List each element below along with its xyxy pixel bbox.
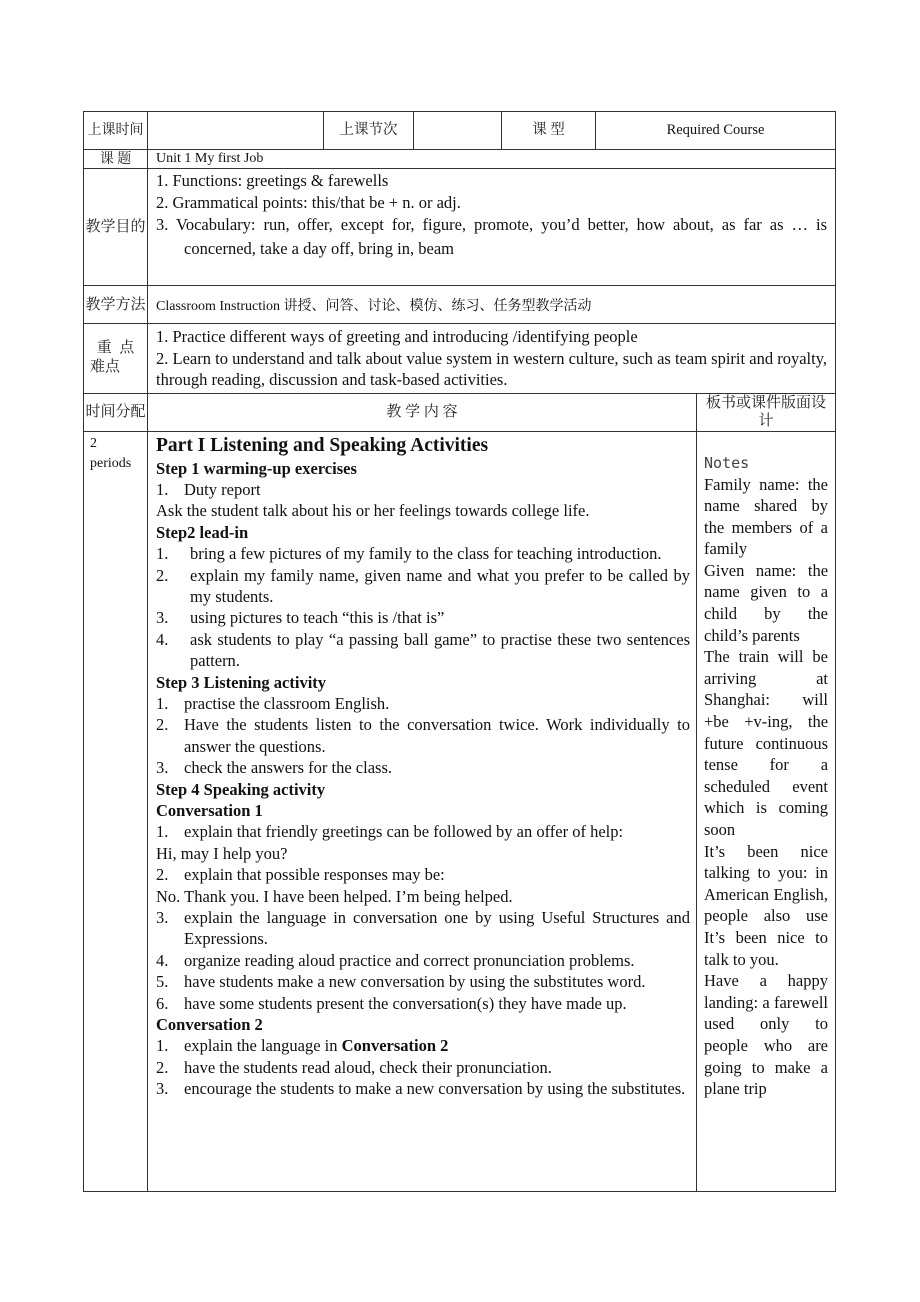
step-1-note: Ask the student talk about his or her feelings towards college life. [156,501,590,521]
course-type-label: 课 型 [502,112,596,150]
objective-item: 2. Grammatical points: this/that be + n. or adj. [156,192,461,212]
note-entry: The train will be arriving at Shanghai: will +be +v-ing, the future continuous tense for a scheduled event which is coming soon [704,647,829,839]
teaching-content-header: 教 学 内 容 [148,393,697,431]
key-points-label-2: 难点 [90,359,121,376]
conversation-2-title: Conversation 2 [156,1015,263,1035]
class-time-label: 上课时间 [84,112,148,150]
board-design-header: 板书或课件版面设计 [697,393,836,431]
methods-value [148,286,836,324]
key-points-label-1: 重 点 [96,340,135,357]
item-text: explain my family name, given name and what you prefer to be called by my students. [190,565,690,606]
lesson-plan-table [83,111,836,1192]
conversation-1-example: Hi, may I help you? [156,843,288,863]
time-allocation-cell [84,431,148,1191]
item-text: have the students read aloud, check their pronunciation. [184,1057,552,1077]
note-entry: It’s been nice talking to you: in American English, people also use It’s been nice to talk to you. [704,841,829,969]
step-1-item [156,479,690,500]
item-number: 3. [156,908,169,928]
conversation-2-item [156,1078,690,1099]
item-text: using pictures to teach “this is /that is” [190,608,445,628]
objective-item: 1. Functions: greetings & farewells [156,171,389,190]
key-point-item: 2. Learn to understand and talk about value system in western culture, such as team spirit and royalty, through reading, discussion and task-based activities. [156,348,828,389]
item-number: 1. [156,544,169,564]
header-row [84,112,836,150]
key-points-list [148,324,836,394]
item-text: explain the language in conversation one by using Useful Structures and Expressions. [184,908,690,949]
item-number: 3. [156,758,169,778]
conversation-2-list [156,1057,690,1100]
step-3-item [156,757,690,778]
item-number: 3. [156,608,169,628]
topic-row [84,150,836,169]
conversation-1-item [156,993,690,1014]
item-number: 3. [156,1079,169,1099]
methods-label: 教学方法 [84,286,148,324]
item-text: encourage the students to make a new conversation by using the substitutes. [184,1079,686,1099]
part-title: Part I Listening and Speaking Activities [156,434,489,456]
conversation-2-item [156,1035,690,1056]
step-3-item [156,714,690,757]
item-text: explain that possible responses may be: [184,865,445,885]
key-points-row [84,324,836,394]
conversation-1-title: Conversation 1 [156,801,263,820]
methods-row [84,286,836,324]
objectives-row [84,169,836,286]
course-type-value: Required Course [596,112,836,150]
objectives-label-text: 教学目的 [85,218,146,235]
conversation-1-item [156,950,690,971]
item-number: 2. [156,715,169,735]
item-text: Have the students listen to the conversation twice. Work individually to answer the questions. [184,715,690,756]
notes-list [704,474,828,1100]
item-number: 1. [156,693,169,713]
note-entry: Family name: the name shared by the members of a family [704,474,829,559]
step-2-item [156,629,690,672]
step-2-list [156,543,690,671]
item-text: explain that friendly greetings can be followed by an offer of help: [184,822,624,842]
key-points-label [84,324,148,394]
note-entry: Given name: the name given to a child by the child’s parents [704,560,829,645]
step-4-title: Step 4 Speaking activity [156,779,326,799]
notes-title: Notes [704,453,750,472]
item-number: 2. [156,865,169,885]
item-text: organize reading aloud practice and correct pronunciation problems. [184,950,635,970]
item-text-bold: Conversation 2 [341,1036,449,1056]
item-text: check the answers for the class. [184,758,392,778]
item-text: Duty report [184,479,261,499]
step-2-item [156,565,690,608]
item-text: have students make a new conversation by using the substitutes word. [184,972,646,992]
key-point-item: 1. Practice different ways of greeting and introducing /identifying people [156,327,638,346]
class-period-value [414,112,502,150]
conversation-2-item [156,1057,690,1078]
item-text [184,1035,690,1056]
step-1-title: Step 1 warming-up exercises [156,458,357,478]
time-allocation-header: 时间分配 [84,393,148,431]
conversation-1-item [156,821,690,842]
content-row [84,431,836,1191]
conversation-1-example: No. Thank you. I have been helped. I’m being helped. [156,886,513,906]
item-text: have some students present the conversation(s) they have made up. [184,993,627,1013]
item-number: 6. [156,993,169,1013]
item-number: 2. [156,565,169,585]
periods-count: 2 [90,435,97,451]
item-number: 5. [156,972,169,992]
item-text-prefix: explain the language in [184,1036,342,1056]
methods-text: Classroom Instruction 讲授、问答、讨论、模仿、练习、任务型教学活动 [156,298,592,314]
objectives-label [84,169,148,286]
item-number: 2. [156,1057,169,1077]
conversation-1-list [156,907,690,1014]
step-3-item [156,693,690,714]
item-text: ask students to play “a passing ball game” to practise these two sentences pattern. [190,629,690,671]
item-text: bring a few pictures of my family to the class for teaching introduction. [190,544,662,564]
step-3-title: Step 3 Listening activity [156,672,327,692]
conversation-1-item [156,907,690,950]
conversation-1-item [156,971,690,992]
class-period-label: 上课节次 [324,112,414,150]
item-number: 1. [156,479,169,499]
item-text: practise the classroom English. [184,693,390,713]
step-2-item [156,543,690,564]
item-number: 1. [156,822,169,842]
step-2-title: Step2 lead-in [156,522,249,542]
objectives-list [148,169,836,286]
step-3-list [156,693,690,779]
column-header-row [84,393,836,431]
topic-value: Unit 1 My first Job [148,150,836,169]
item-number: 4. [156,950,169,970]
periods-unit: periods [90,455,132,471]
item-number: 4. [156,629,169,649]
note-entry: Have a happy landing: a farewell used only to people who are going to make a plane trip [704,971,829,1099]
objective-item: 3. Vocabulary: run, offer, except for, figure, promote, you’d better, how about, as far as … is concerned, take a day off, bring in, beam [156,215,828,258]
class-time-value [148,112,324,150]
conversation-1-item [156,864,690,885]
board-notes-cell [697,431,836,1191]
item-number: 1. [156,1036,169,1056]
teaching-content-cell [148,431,697,1191]
step-2-item [156,607,690,628]
topic-label: 课 题 [84,150,148,169]
